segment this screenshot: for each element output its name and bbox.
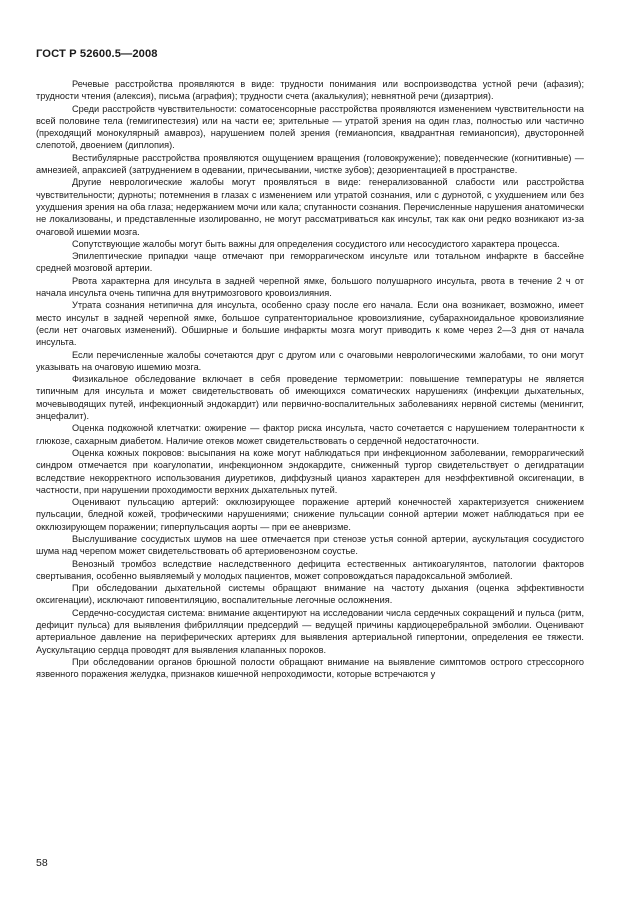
paragraph: Утрата сознания нетипична для инсульта, особенно сразу после его начала. Если она возникает, возможно, имеет место инсульт в задней черепной ямке, большое супратенториальное кровоизлияние, субарахноидальное кровоизлияние (если нет очаговых изменений). Обширные и большие инфаркты мозга могут приводить к коме через 2—3 дня от начала инсульта. [36,300,584,348]
document-header: ГОСТ Р 52600.5—2008 [36,48,158,60]
page-number: 58 [36,857,48,869]
paragraph: Сопутствующие жалобы могут быть важны для определения сосудистого или несосудистого характера процесса. [72,238,560,249]
document-body [36,78,584,681]
paragraph: Эпилептические припадки чаще отмечают при геморрагическом инсульте или тотальном инфаркте в бассейне средней мозговой артерии. [36,251,584,274]
paragraph: Другие неврологические жалобы могут проявляться в виде: генерализованной слабости или расстройства чувствительности; дурноты; потемнения в глазах с изменением или утратой сознания, или с дурнотой, с ухудшением или без ухудшения зрения на оба глаза; недержанием мочи или кала; спутанности сознания. Перечисленные нарушения анатомически не локализованы, и представленные изолированно, не могут рассматриваться как инсульт, так как они редко возникают из-за очаговой ишемии мозга. [36,177,584,237]
paragraph: Венозный тромбоз вследствие наследственного дефицита естественных антикоагулянтов, патологии факторов свертывания, особенно выявляемый у молодых пациентов, может сопровождаться парадоксальной эмболией. [36,558,584,581]
paragraph: Среди расстройств чувствительности: соматосенсорные расстройства проявляются изменением чувствительности на всей половине тела (гемигипестезия) или на части ее; зрительные — утратой зрения на один глаз, полностью или частично (преходящий монокулярный амавроз), нарушением полей зрения (гемианопсия, квадрантная гемианопсия), двусторонней слепотой, двоением (диплопия). [36,103,584,151]
paragraph: Физикальное обследование включает в себя проведение термометрии: повышение температуры не является типичным для инсульта и может свидетельствовать об имеющихся соматических нарушениях (инфекции дыхательных, мочевыводящих путей, инфекционный эндокардит) или первично-воспалительных заболеваниях нервной системы (менингит, энцефалит). [36,374,584,422]
paragraph: При обследовании органов брюшной полости обращают внимание на выявление симптомов острого стрессорного язвенного поражения желудка, признаков кишечной непроходимости, которые встречаются у [36,656,584,680]
paragraph: Вестибулярные расстройства проявляются ощущением вращения (головокружение); поведенческие (когнитивные) — амнезией, апраксией (затруднением в одевании, причесывании, чистке зубов); дезориентацией в пространстве. [36,152,584,176]
paragraph: Речевые расстройства проявляются в виде: трудности понимания или воспроизводства устной речи (афазия); трудности чтения (алексия), письма (аграфия); трудности счета (акалькулия); невнятной речи (дизартрия). [36,79,584,102]
paragraph: Сердечно-сосудистая система: внимание акцентируют на исследовании числа сердечных сокращений и пульса (ритм, дефицит пульса) для выявления фибрилляции предсердий — ведущей причины кардиоцеребральной эмболии. Оценивают артериальное давление на периферических артериях для выявления артериальной гипертонии, определения ее тяжести. Аускультацию сердца проводят для выявления клапанных пороков. [36,607,584,655]
paragraph: Выслушивание сосудистых шумов на шее отмечается при стенозе устья сонной артерии, аускультация сосудистого шума над черепом может свидетельствовать об артериовенозном соустье. [36,533,584,557]
paragraph: Оценка кожных покровов: высыпания на коже могут наблюдаться при инфекционном заболевании, геморрагический синдром отмечается при коагулопатии, инфекционном эндокардите, сниженный тургор свидетельствует о дегидратации вследствие некорректного использования диуретиков, диффузный цианоз характерен для неэффективной оксигенации, в частности, при нарушении проходимости верхних дыхательных путей. [36,447,584,495]
paragraph: Оценивают пульсацию артерий: окклюзирующее поражение артерий конечностей характеризуется снижением пульсации, бледной кожей, трофическими нарушениями; снижение пульсации сонной артерии может наблюдаться при ее окклюзирующем поражении; гиперпульсация аорты — при ее аневризме. [36,497,584,532]
paragraph: Если перечисленные жалобы сочетаются друг с другом или с очаговыми неврологическими жалобами, то они могут указывать на очаговую ишемию мозга. [36,349,584,372]
paragraph: Оценка подкожной клетчатки: ожирение — фактор риска инсульта, часто сочетается с нарушением толерантности к глюкозе, сахарным диабетом. Наличие отеков может свидетельствовать о сердечной недостаточности. [36,423,584,446]
paragraph: При обследовании дыхательной системы обращают внимание на частоту дыхания (оценка эффективности оксигенации), исключают гиповентиляцию, воспалительные легочные осложнения. [36,583,584,606]
paragraph: Рвота характерна для инсульта в задней черепной ямке, большого полушарного инсульта, рвота в течение 2 ч от начала инсульта очень типична для внутримозгового кровоизлияния. [36,275,584,299]
